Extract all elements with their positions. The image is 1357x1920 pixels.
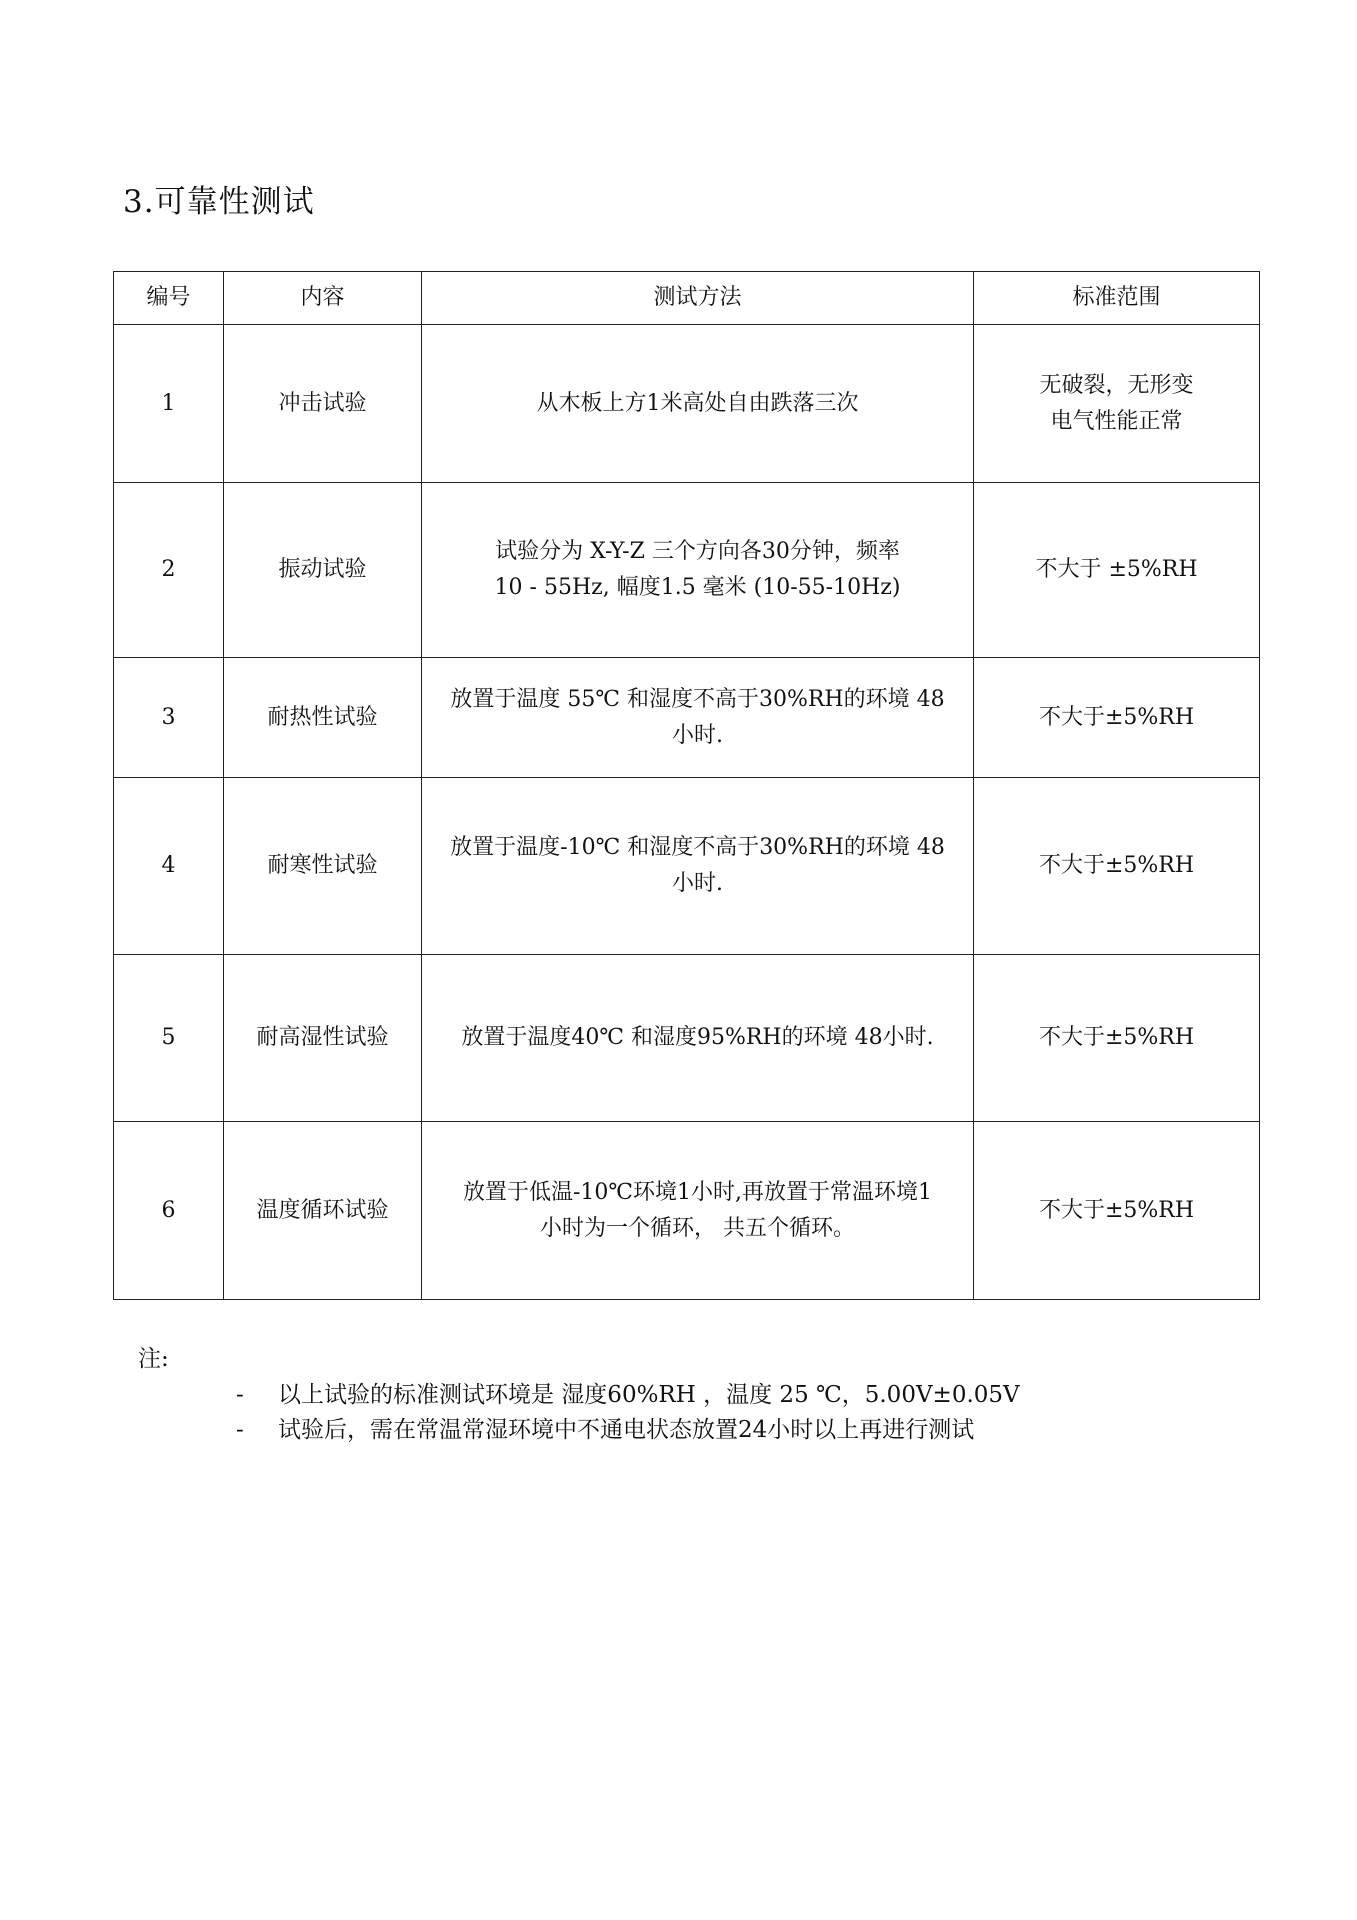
cell-item: 冲击试验 xyxy=(224,325,422,483)
cell-standard xyxy=(974,658,1260,778)
header-method: 测试方法 xyxy=(422,272,974,325)
cell-method xyxy=(422,778,974,955)
header-standard: 标准范围 xyxy=(974,272,1260,325)
method-line: 放置于温度40℃ 和湿度95%RH的环境 48小时. xyxy=(461,1025,934,1050)
table-row xyxy=(114,325,1260,483)
cell-method xyxy=(422,325,974,483)
cell-item: 温度循环试验 xyxy=(224,1122,422,1300)
note-bullet: - xyxy=(236,1417,244,1443)
table-row xyxy=(114,955,1260,1122)
standard-line: 不大于±5%RH xyxy=(1038,1025,1195,1050)
notes-label: 注: xyxy=(138,1346,169,1372)
note-text: 试验后，需在常温常湿环境中不通电状态放置24小时以上再进行测试 xyxy=(278,1417,975,1443)
cell-no: 2 xyxy=(114,483,224,658)
header-item: 内容 xyxy=(224,272,422,325)
section-title: 3.可靠性测试 xyxy=(123,184,315,220)
method-line: 放置于温度-10℃ 和湿度不高于30%RH的环境 48 xyxy=(450,835,945,860)
table-row xyxy=(114,658,1260,778)
table-row xyxy=(114,1122,1260,1300)
cell-no: 5 xyxy=(114,955,224,1122)
cell-no: 3 xyxy=(114,658,224,778)
cell-no: 1 xyxy=(114,325,224,483)
cell-standard xyxy=(974,778,1260,955)
cell-method xyxy=(422,483,974,658)
standard-line: 不大于 ±5%RH xyxy=(1035,557,1198,582)
method-line: 放置于温度 55℃ 和湿度不高于30%RH的环境 48 xyxy=(450,686,945,712)
cell-standard xyxy=(974,483,1260,658)
cell-item: 振动试验 xyxy=(224,483,422,658)
cell-method xyxy=(422,1122,974,1300)
standard-line: 不大于±5%RH xyxy=(1038,704,1195,730)
cell-method xyxy=(422,955,974,1122)
table-header-row xyxy=(114,272,1260,325)
standard-line: 无破裂，无形变 xyxy=(1039,372,1194,398)
table-row xyxy=(114,483,1260,658)
note-item xyxy=(236,1411,974,1444)
method-line: 放置于低温-10℃环境1小时,再放置于常温环境1 xyxy=(462,1179,933,1205)
method-line: 10 - 55Hz, 幅度1.5 毫米 (10-55-10Hz) xyxy=(494,575,901,600)
cell-method xyxy=(422,658,974,778)
cell-standard xyxy=(974,955,1260,1122)
cell-item: 耐热性试验 xyxy=(224,658,422,778)
method-line: 试验分为 X-Y-Z 三个方向各30分钟，频率 xyxy=(495,539,900,564)
cell-standard xyxy=(974,325,1260,483)
standard-line: 不大于±5%RH xyxy=(1038,853,1195,878)
reliability-test-table xyxy=(113,271,1260,1300)
method-line: 小时. xyxy=(672,871,723,896)
cell-item: 耐高湿性试验 xyxy=(224,955,422,1122)
note-item xyxy=(236,1376,1020,1409)
note-bullet: - xyxy=(236,1382,244,1408)
cell-no: 6 xyxy=(114,1122,224,1300)
cell-standard xyxy=(974,1122,1260,1300)
table-row xyxy=(114,778,1260,955)
cell-item: 耐寒性试验 xyxy=(224,778,422,955)
standard-line: 不大于±5%RH xyxy=(1038,1197,1195,1223)
method-line: 小时为一个循环， 共五个循环。 xyxy=(540,1215,855,1241)
cell-no: 4 xyxy=(114,778,224,955)
method-line: 小时. xyxy=(672,722,723,748)
note-text: 以上试验的标准测试环境是 湿度60%RH ，温度 25 ℃，5.00V±0.05V xyxy=(278,1382,1020,1408)
header-no: 编号 xyxy=(114,272,224,325)
standard-line: 电气性能正常 xyxy=(1050,408,1183,434)
method-line: 从木板上方1米高处自由跌落三次 xyxy=(536,390,859,416)
